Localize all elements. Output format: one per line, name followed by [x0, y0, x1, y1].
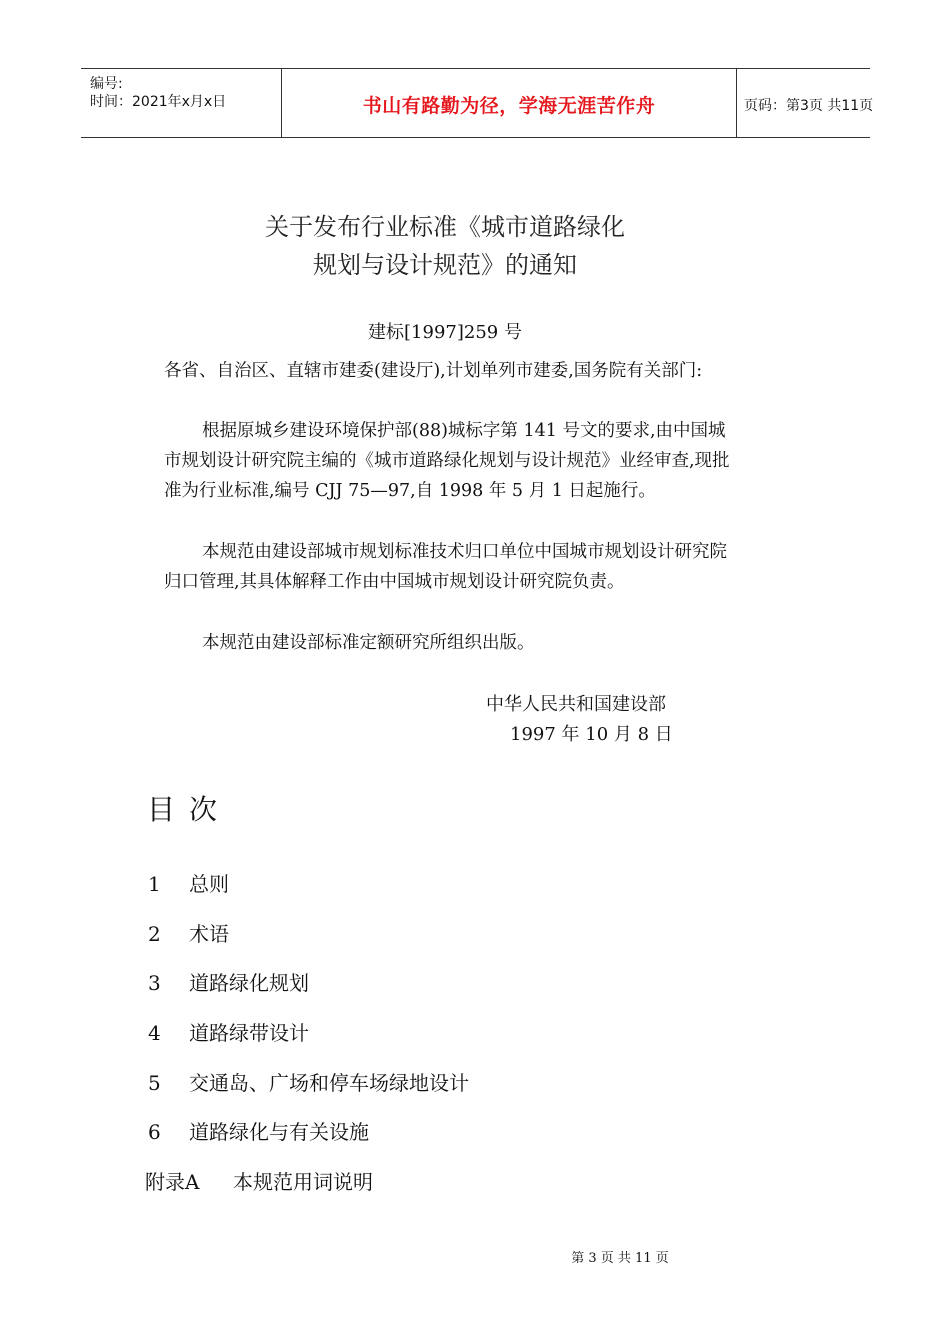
toc-item-number: 6 [148, 1120, 161, 1144]
document-number: 建标[1997]259 号 [368, 322, 522, 343]
toc-item-number: 1 [148, 872, 161, 896]
toc-appendix-number: 附录A [145, 1170, 200, 1194]
header-left-cell [81, 69, 282, 137]
toc-item[interactable] [148, 1116, 369, 1145]
toc-item-label: 交通岛、广场和停车场绿地设计 [189, 1071, 469, 1095]
time-label: 时间：2021年x月x日 [90, 94, 227, 110]
toc-item-label: 总则 [189, 872, 229, 896]
notice-title-line-2: 规划与设计规范》的通知 [313, 251, 577, 279]
toc-item-number: 4 [148, 1021, 161, 1045]
header-table [81, 68, 874, 138]
toc-item[interactable] [148, 918, 229, 947]
signature-date: 1997 年 10 月 8 日 [510, 724, 673, 745]
toc-appendix[interactable] [145, 1166, 373, 1195]
paragraph-2: 本规范由建设部城市规划标准技术归口单位中国城市规划设计研究院归口管理,其具体解释工作由中国城市规划设计研究院负责。 [164, 542, 727, 592]
toc-item-label: 道路绿带设计 [189, 1021, 309, 1045]
header-right-cell [737, 69, 874, 137]
toc-item[interactable] [148, 967, 309, 996]
toc-item-number: 2 [148, 922, 161, 946]
toc-item[interactable] [148, 868, 229, 897]
toc-item-label: 道路绿化与有关设施 [189, 1120, 369, 1144]
toc-item[interactable] [148, 1017, 309, 1046]
paragraph-1: 根据原城乡建设环境保护部(88)城标字第 141 号文的要求,由中国城市规划设计研究院主编的《城市道路绿化规划与设计规范》业经审查,现批准为行业标准,编号 CJJ 75—97,自 1998 年 5 月 1 日起施行。 [164, 421, 730, 501]
toc-item[interactable] [148, 1067, 469, 1096]
notice-title-line-1: 关于发布行业标准《城市道路绿化 [265, 213, 625, 241]
toc-title: 目次 [147, 793, 232, 826]
toc-item-label: 术语 [189, 922, 229, 946]
toc-item-number: 3 [148, 971, 161, 995]
motto: 书山有路勤为径，学海无涯苦作舟 [362, 95, 656, 117]
paragraph-3: 本规范由建设部标准定额研究所组织出版。 [202, 633, 535, 653]
header-middle-cell [282, 69, 737, 137]
page-footer: 第 3 页 共 11 页 [571, 1251, 669, 1266]
toc-item-label: 道路绿化规划 [189, 971, 309, 995]
toc-appendix-label: 本规范用词说明 [233, 1170, 373, 1194]
page-label: 页码：第3页 共11页 [744, 98, 874, 114]
number-label: 编号: [90, 76, 123, 92]
salutation: 各省、自治区、直辖市建委(建设厅),计划单列市建委,国务院有关部门: [164, 361, 703, 381]
signatory: 中华人民共和国建设部 [486, 694, 666, 715]
toc-item-number: 5 [148, 1071, 161, 1095]
